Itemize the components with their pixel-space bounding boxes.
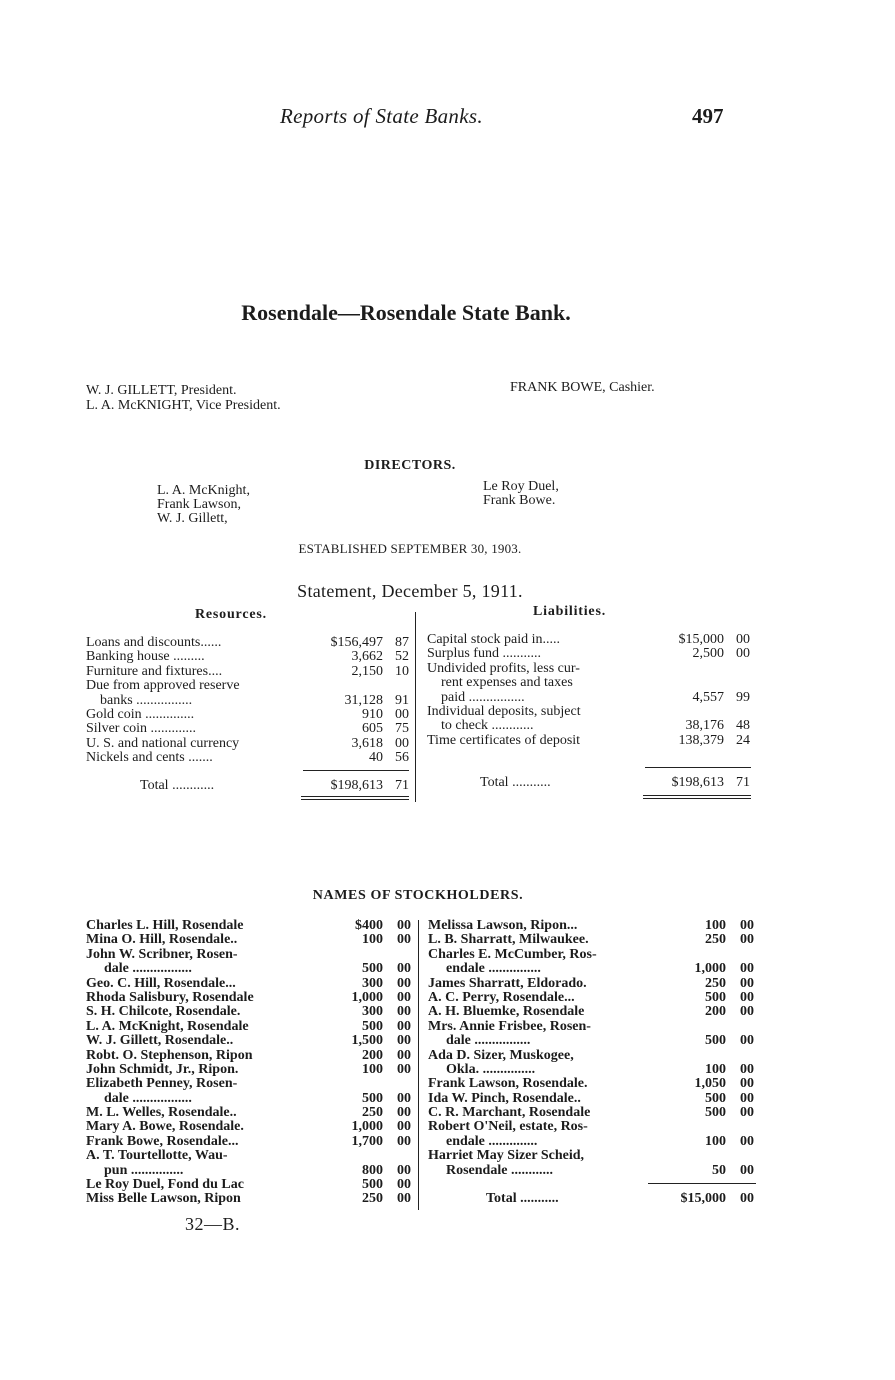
- stockholder-row: Ida W. Pinch, Rosendale.. 500 00: [428, 1090, 754, 1106]
- stockholder-row: Rosendale ............ 50 00: [446, 1162, 754, 1178]
- stockholder-row: A. T. Tourtellotte, Wau-: [86, 1148, 228, 1164]
- stockholders-heading: NAMES OF STOCKHOLDERS.: [312, 888, 524, 903]
- running-title: Reports of State Banks.: [280, 104, 483, 128]
- resource-row: Gold coin .............. 910 00: [86, 706, 409, 722]
- stockholders-column-divider: [418, 920, 419, 1210]
- stockholder-row: dale ................. 500 00: [104, 961, 411, 977]
- stockholder-row: W. J. Gillett, Rosendale.. 1,500 00: [86, 1033, 411, 1049]
- resources-table: [86, 636, 411, 766]
- directors-left-list: [157, 484, 250, 526]
- stockholder-row: Harriet May Sizer Scheid,: [428, 1148, 585, 1164]
- stockholder-row: Charles L. Hill, Rosendale $400 00: [86, 918, 411, 933]
- director-name: L. A. McKnight,: [157, 483, 250, 498]
- stockholder-row: Melissa Lawson, Ripon... 100 00: [428, 918, 754, 933]
- liability-row: Capital stock paid in..... $15,000 00: [427, 632, 750, 647]
- resource-row: Furniture and fixtures.... 2,150 10: [86, 663, 409, 679]
- liability-row: to check ............ 38,176 48: [441, 718, 750, 734]
- resource-row: Loans and discounts...... $156,497 87: [86, 635, 409, 650]
- total-label: Total ...........: [486, 1191, 559, 1206]
- stockholder-row: Frank Bowe, Rosendale... 1,700 00: [86, 1133, 411, 1149]
- total-dollars: $15,000: [680, 1191, 726, 1206]
- stockholder-row: Elizabeth Penney, Rosen-: [86, 1076, 238, 1092]
- total-cents: 71: [736, 775, 750, 790]
- liabilities-sum-rule: [645, 767, 751, 768]
- director-name: Frank Bowe.: [483, 493, 556, 508]
- directors-heading: DIRECTORS.: [364, 458, 456, 473]
- page-number: 497: [692, 104, 724, 128]
- total-cents: 00: [740, 1191, 754, 1206]
- stockholder-row: Mina O. Hill, Rosendale.. 100 00: [86, 932, 411, 948]
- liabilities-total-row: [427, 776, 752, 790]
- resource-row: Silver coin ............. 605 75: [86, 721, 409, 737]
- stockholder-row: Robt. O. Stephenson, Ripon 200 00: [86, 1047, 411, 1063]
- stockholder-row: C. R. Marchant, Rosendale 500 00: [428, 1105, 754, 1121]
- stockholder-row: L. A. McKnight, Rosendale 500 00: [86, 1018, 411, 1034]
- resource-row: U. S. and national currency 3,618 00: [86, 735, 409, 751]
- stockholder-row: pun ............... 800 00: [104, 1162, 411, 1178]
- liabilities-table: [427, 633, 752, 748]
- stockholder-row: endale .............. 100 00: [446, 1133, 754, 1149]
- director-name: W. J. Gillett,: [157, 511, 228, 526]
- total-cents: 71: [395, 778, 409, 793]
- liability-row: rent expenses and taxes: [441, 675, 573, 691]
- resource-row: banks ................ 31,128 91: [100, 692, 409, 708]
- statement-column-divider: [415, 612, 416, 802]
- stockholder-row: S. H. Chilcote, Rosendale. 300 00: [86, 1004, 411, 1020]
- officer-president: W. J. GILLETT, President.: [86, 383, 237, 398]
- resources-total-row: [86, 779, 411, 793]
- resources-sum-rule: [303, 770, 409, 771]
- resources-heading: Resources.: [195, 607, 267, 622]
- statement-heading: Statement, December 5, 1911.: [297, 581, 523, 601]
- stockholder-row: endale ............... 1,000 00: [446, 961, 754, 977]
- officer-cashier: FRANK BOWE, Cashier.: [510, 380, 655, 395]
- stockholders-total-row: [428, 1192, 756, 1206]
- liability-row: Time certificates of deposit 138,379 24: [427, 732, 750, 748]
- officer-vice-president: L. A. McKNIGHT, Vice President.: [86, 398, 281, 413]
- stockholder-row: Charles E. McCumber, Ros-: [428, 946, 597, 962]
- stockholder-row: Le Roy Duel, Fond du Lac 500 00: [86, 1177, 411, 1193]
- stockholder-row: Okla. ............... 100 00: [446, 1061, 754, 1077]
- stockholder-row: Robert O'Neil, estate, Ros-: [428, 1119, 588, 1135]
- director-name: Frank Lawson,: [157, 497, 241, 512]
- stockholder-row: A. H. Bluemke, Rosendale 200 00: [428, 1004, 754, 1020]
- stockholder-row: Rhoda Salisbury, Rosendale 1,000 00: [86, 989, 411, 1005]
- stockholders-right-table: [428, 919, 756, 1178]
- stockholders-sum-rule: [648, 1183, 756, 1184]
- stockholder-row: James Sharratt, Eldorado. 250 00: [428, 975, 754, 991]
- stockholder-row: A. C. Perry, Rosendale... 500 00: [428, 989, 754, 1005]
- total-dollars: $198,613: [330, 778, 383, 793]
- stockholder-row: Frank Lawson, Rosendale. 1,050 00: [428, 1076, 754, 1092]
- director-name: Le Roy Duel,: [483, 479, 559, 494]
- liabilities-double-rule: [643, 795, 751, 799]
- stockholder-row: Ada D. Sizer, Muskogee,: [428, 1047, 574, 1063]
- printer-signature: 32—B.: [185, 1214, 241, 1234]
- total-label: Total ...........: [480, 775, 551, 790]
- bank-title: Rosendale—Rosendale State Bank.: [241, 300, 571, 325]
- stockholder-row: L. B. Sharratt, Milwaukee. 250 00: [428, 932, 754, 948]
- resource-row: Due from approved reserve: [86, 678, 240, 694]
- resource-row: Banking house ......... 3,662 52: [86, 649, 409, 665]
- liability-row: Surplus fund ........... 2,500 00: [427, 646, 750, 662]
- resources-double-rule: [301, 796, 409, 800]
- stockholder-row: Mary A. Bowe, Rosendale. 1,000 00: [86, 1119, 411, 1135]
- liability-row: Undivided profits, less cur-: [427, 660, 580, 676]
- total-dollars: $198,613: [671, 775, 724, 790]
- stockholders-left-table: [86, 919, 413, 1207]
- directors-right-list: [483, 480, 559, 508]
- stockholder-row: Mrs. Annie Frisbee, Rosen-: [428, 1018, 591, 1034]
- total-label: Total ............: [140, 778, 215, 793]
- stockholder-row: M. L. Welles, Rosendale.. 250 00: [86, 1105, 411, 1121]
- liability-row: paid ................ 4,557 99: [441, 689, 750, 705]
- liabilities-heading: Liabilities.: [533, 604, 606, 619]
- stockholder-row: Miss Belle Lawson, Ripon 250 00: [86, 1191, 411, 1207]
- established-line: ESTABLISHED SEPTEMBER 30, 1903.: [298, 541, 522, 556]
- liability-row: Individual deposits, subject: [427, 703, 581, 719]
- stockholder-row: Geo. C. Hill, Rosendale... 300 00: [86, 975, 411, 991]
- stockholder-row: dale ................. 500 00: [104, 1090, 411, 1106]
- stockholder-row: John W. Scribner, Rosen-: [86, 946, 238, 962]
- resource-row: Nickels and cents ....... 40 56: [86, 750, 409, 766]
- stockholder-row: dale ................ 500 00: [446, 1033, 754, 1049]
- stockholder-row: John Schmidt, Jr., Ripon. 100 00: [86, 1061, 411, 1077]
